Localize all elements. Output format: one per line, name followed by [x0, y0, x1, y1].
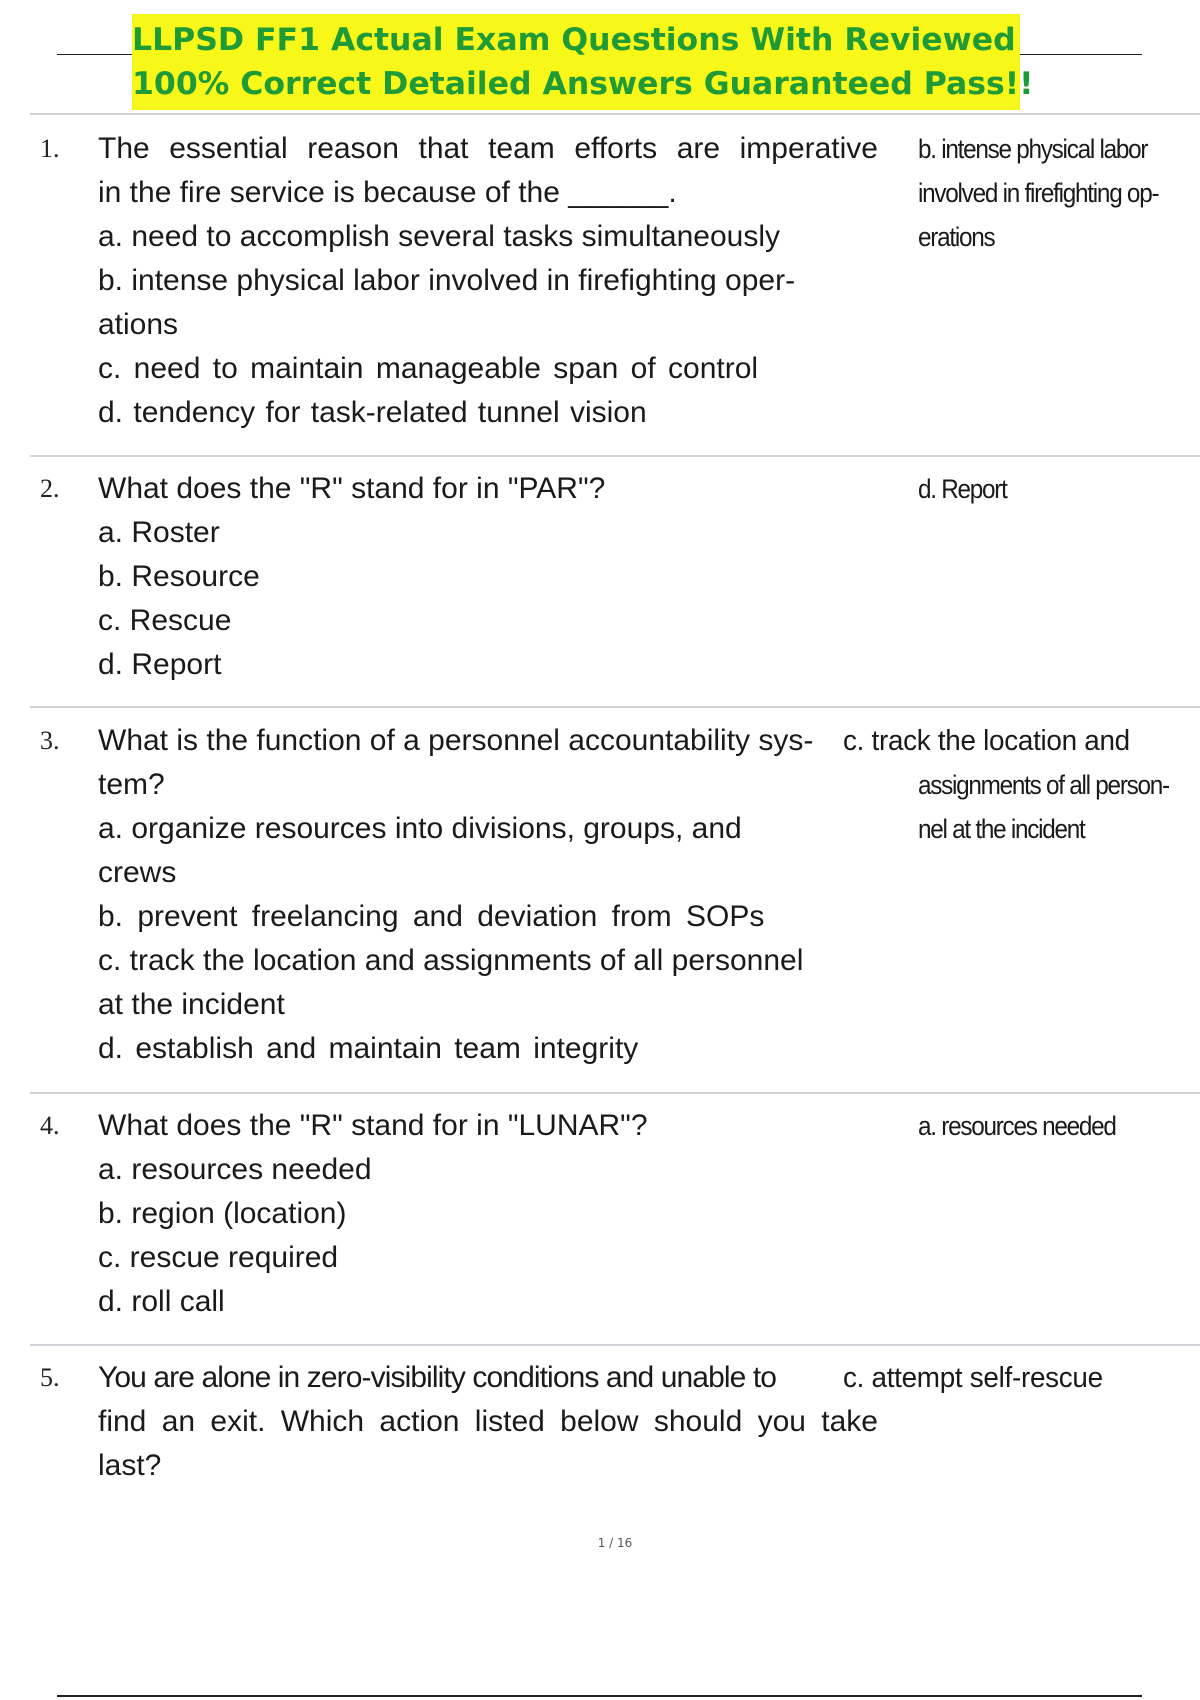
question-text [98, 127, 898, 435]
question-line: tem? [98, 768, 165, 801]
title-line-2: 100% Correct Detailed Answers Guaranteed Pass!! [132, 66, 1034, 102]
option-a: a. resources needed [98, 1153, 372, 1186]
section-divider [30, 113, 1200, 115]
question-line: What does the "R" stand for in "LUNAR"? [98, 1109, 648, 1142]
answer [918, 1104, 1198, 1148]
document-title [132, 14, 1034, 110]
answer-line: b. intense physical labor [918, 134, 1148, 164]
answer [843, 719, 1169, 851]
option-c-cont: at the incident [98, 988, 285, 1021]
option-b: b. Resource [98, 560, 260, 593]
answer-line: c. track the location and [843, 725, 1130, 757]
answer-line: involved in firefighting op- [918, 178, 1159, 208]
answer-line: a. resources needed [918, 1111, 1116, 1141]
option-d: d. roll call [98, 1285, 225, 1318]
answer-line: assignments of all person- [918, 770, 1169, 800]
answer-line: d. Report [918, 474, 1007, 504]
question-number: 5. [40, 1363, 60, 1392]
question-text [98, 1356, 898, 1488]
question-number: 4. [40, 1111, 60, 1140]
answer-line: c. attempt self-rescue [843, 1362, 1103, 1394]
question-number: 3. [40, 726, 60, 755]
section-divider [30, 1092, 1200, 1094]
question-number: 2. [40, 474, 60, 503]
answer [843, 1356, 1123, 1400]
option-c: c. rescue required [98, 1241, 339, 1274]
question-line: find an exit. Which action listed below should you take [98, 1405, 878, 1438]
option-c: c. need to maintain manageable span of control [98, 352, 759, 385]
answer-line: erations [918, 222, 995, 252]
question-text [98, 719, 898, 1071]
option-b-cont: ations [98, 308, 179, 341]
option-d: d. establish and maintain team integrity [98, 1032, 639, 1065]
section-divider [30, 1344, 1200, 1346]
option-b: b. prevent freelancing and deviation from SOPs [98, 900, 765, 933]
option-b: b. intense physical labor involved in firefighting oper- [98, 264, 796, 297]
answer [918, 127, 1198, 259]
option-a: a. organize resources into divisions, groups, and [98, 812, 742, 845]
option-c: c. track the location and assignments of all personnel [98, 944, 804, 977]
option-d: d. Report [98, 648, 222, 681]
question-text [98, 467, 898, 687]
question-line: The essential reason that team efforts are imperative [98, 132, 878, 165]
document-title-area [0, 14, 1200, 114]
question-line: You are alone in zero-visibility conditions and unable to [98, 1361, 777, 1394]
question-line: What does the "R" stand for in "PAR"? [98, 472, 606, 505]
option-b: b. region (location) [98, 1197, 347, 1230]
option-a-cont: crews [98, 856, 177, 889]
section-divider [30, 455, 1200, 457]
question-text [98, 1104, 898, 1324]
title-rule-right [1020, 54, 1142, 55]
title-line-1: LLPSD FF1 Actual Exam Questions With Reviewed [132, 22, 1016, 58]
answer-line: nel at the incident [918, 814, 1085, 844]
title-rule-left [57, 54, 132, 55]
bottom-rule [57, 1695, 1142, 1697]
section-divider [30, 706, 1200, 708]
option-c: c. Rescue [98, 604, 232, 637]
option-d: d. tendency for task-related tunnel vision [98, 396, 647, 429]
question-line: What is the function of a personnel accountability sys- [98, 724, 814, 757]
option-a: a. Roster [98, 516, 220, 549]
option-a: a. need to accomplish several tasks simultaneously [98, 220, 781, 253]
page-indicator: 1 / 16 [597, 1536, 633, 1550]
question-line: in the fire service is because of the ______. [98, 176, 677, 209]
answer [918, 467, 1198, 511]
question-number: 1. [40, 134, 60, 163]
question-line: last? [98, 1449, 162, 1482]
